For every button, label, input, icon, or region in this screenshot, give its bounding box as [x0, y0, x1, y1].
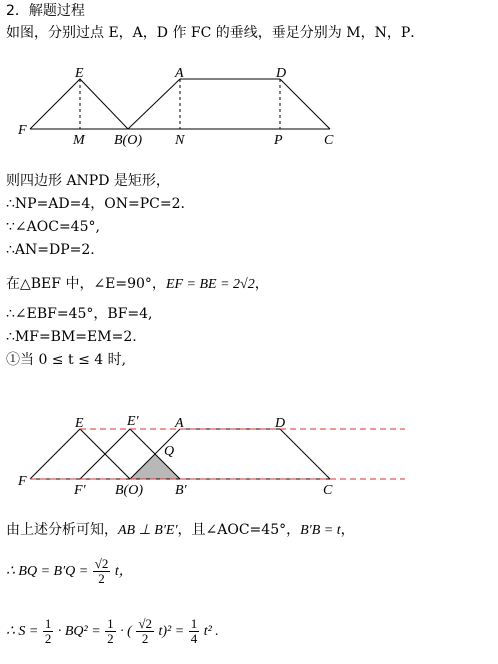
fig1-label-bo: B(O)	[114, 133, 142, 148]
area-mid-2: · (	[120, 624, 132, 639]
fig2-label-c: C	[323, 483, 333, 498]
area-equation	[6, 616, 219, 648]
fig2-label-f-prime: F′	[74, 483, 86, 498]
fig1-label-p: P	[274, 133, 283, 148]
fig2-label-d: D	[275, 416, 286, 431]
analysis-bb: B′B = t	[300, 523, 341, 538]
area-mid-3: t)² =	[158, 624, 185, 639]
bq-lhs: ∴ BQ = B′Q =	[6, 564, 89, 579]
fig2-label-a: A	[175, 416, 184, 431]
fig2-label-f: F	[18, 474, 27, 489]
bq-tail: t，	[114, 564, 133, 579]
line5-math: EF = BE = 2√2	[165, 277, 255, 292]
area-fraction-1-num: 1	[44, 616, 52, 632]
area-fraction-4-den: 4	[190, 631, 198, 647]
area-fraction-3-den: 2	[141, 631, 149, 647]
fig2-label-bo: B(O)	[115, 483, 143, 498]
intro-text: 如图，分别过点 E，A，D 作 FC 的垂线，垂足分别为 M，N，P．	[6, 25, 425, 41]
figure-1	[0, 55, 498, 155]
area-fraction-3-num: √2	[138, 616, 152, 632]
area-fraction-2-num: 1	[107, 616, 114, 632]
area-fraction-1-den: 2	[44, 631, 52, 647]
solution-line-5	[6, 275, 269, 294]
analysis-mid: ，且∠AOC=45°，	[177, 522, 301, 538]
fig2-label-e-prime: E′	[127, 414, 139, 429]
analysis-end: ，	[340, 522, 355, 538]
line5-suffix: ，	[254, 276, 269, 292]
fig1-label-m: M	[73, 133, 85, 148]
analysis-prefix: 由上述分析可知，	[6, 522, 118, 538]
bq-fraction-num: √2	[94, 556, 109, 572]
section-heading: 2．解题过程	[6, 3, 85, 19]
area-fraction-2	[105, 617, 116, 646]
area-fraction-4	[189, 617, 200, 646]
figure-2	[0, 405, 498, 505]
fig2-segment-dc	[280, 429, 330, 479]
fig1-label-d: D	[276, 66, 287, 81]
area-fraction-2-den: 2	[107, 631, 114, 647]
fig1-label-c: C	[324, 133, 334, 148]
area-lhs: ∴ S =	[6, 624, 39, 639]
fig1-triangle-fe	[30, 79, 128, 129]
fig1-label-n: N	[175, 133, 185, 148]
bq-equation	[6, 556, 133, 588]
analysis-line	[6, 521, 355, 540]
bq-fraction-den: 2	[98, 571, 105, 587]
fig1-segment-oa	[128, 79, 180, 129]
solution-line-2: ∴NP=AD=4，ON=PC=2.	[6, 196, 185, 212]
area-fraction-1	[43, 617, 54, 646]
fig2-label-e: E	[75, 416, 84, 431]
solution-line-8: ①当 0 ≤ t ≤ 4 时,	[6, 352, 127, 368]
analysis-perp: AB ⊥ B′E′	[118, 523, 178, 538]
fig2-triangle-fe	[30, 429, 130, 479]
bq-fraction	[93, 557, 111, 586]
fig1-label-f: F	[18, 123, 27, 138]
solution-line-3: ∵∠AOC=45°,	[6, 219, 100, 235]
area-fraction-4-num: 1	[190, 616, 198, 632]
solution-line-4: ∴AN=DP=2.	[6, 242, 95, 258]
area-mid-1: · BQ² =	[57, 624, 101, 639]
area-fraction-3	[136, 617, 154, 646]
solution-line-6: ∴∠EBF=45°，BF=4,	[6, 306, 153, 322]
fig2-label-q: Q	[164, 444, 175, 459]
area-tail: t² .	[203, 624, 219, 639]
line5-prefix: 在△BEF 中，∠E=90°，	[6, 276, 166, 292]
solution-line-7: ∴MF=BM=EM=2.	[6, 329, 137, 345]
fig1-label-e: E	[75, 66, 84, 81]
fig1-label-a: A	[175, 66, 184, 81]
solution-line-1: 则四边形 ANPD 是矩形，	[6, 173, 170, 189]
fig2-label-b-prime: B′	[175, 483, 187, 498]
fig1-segment-dc	[280, 79, 330, 129]
